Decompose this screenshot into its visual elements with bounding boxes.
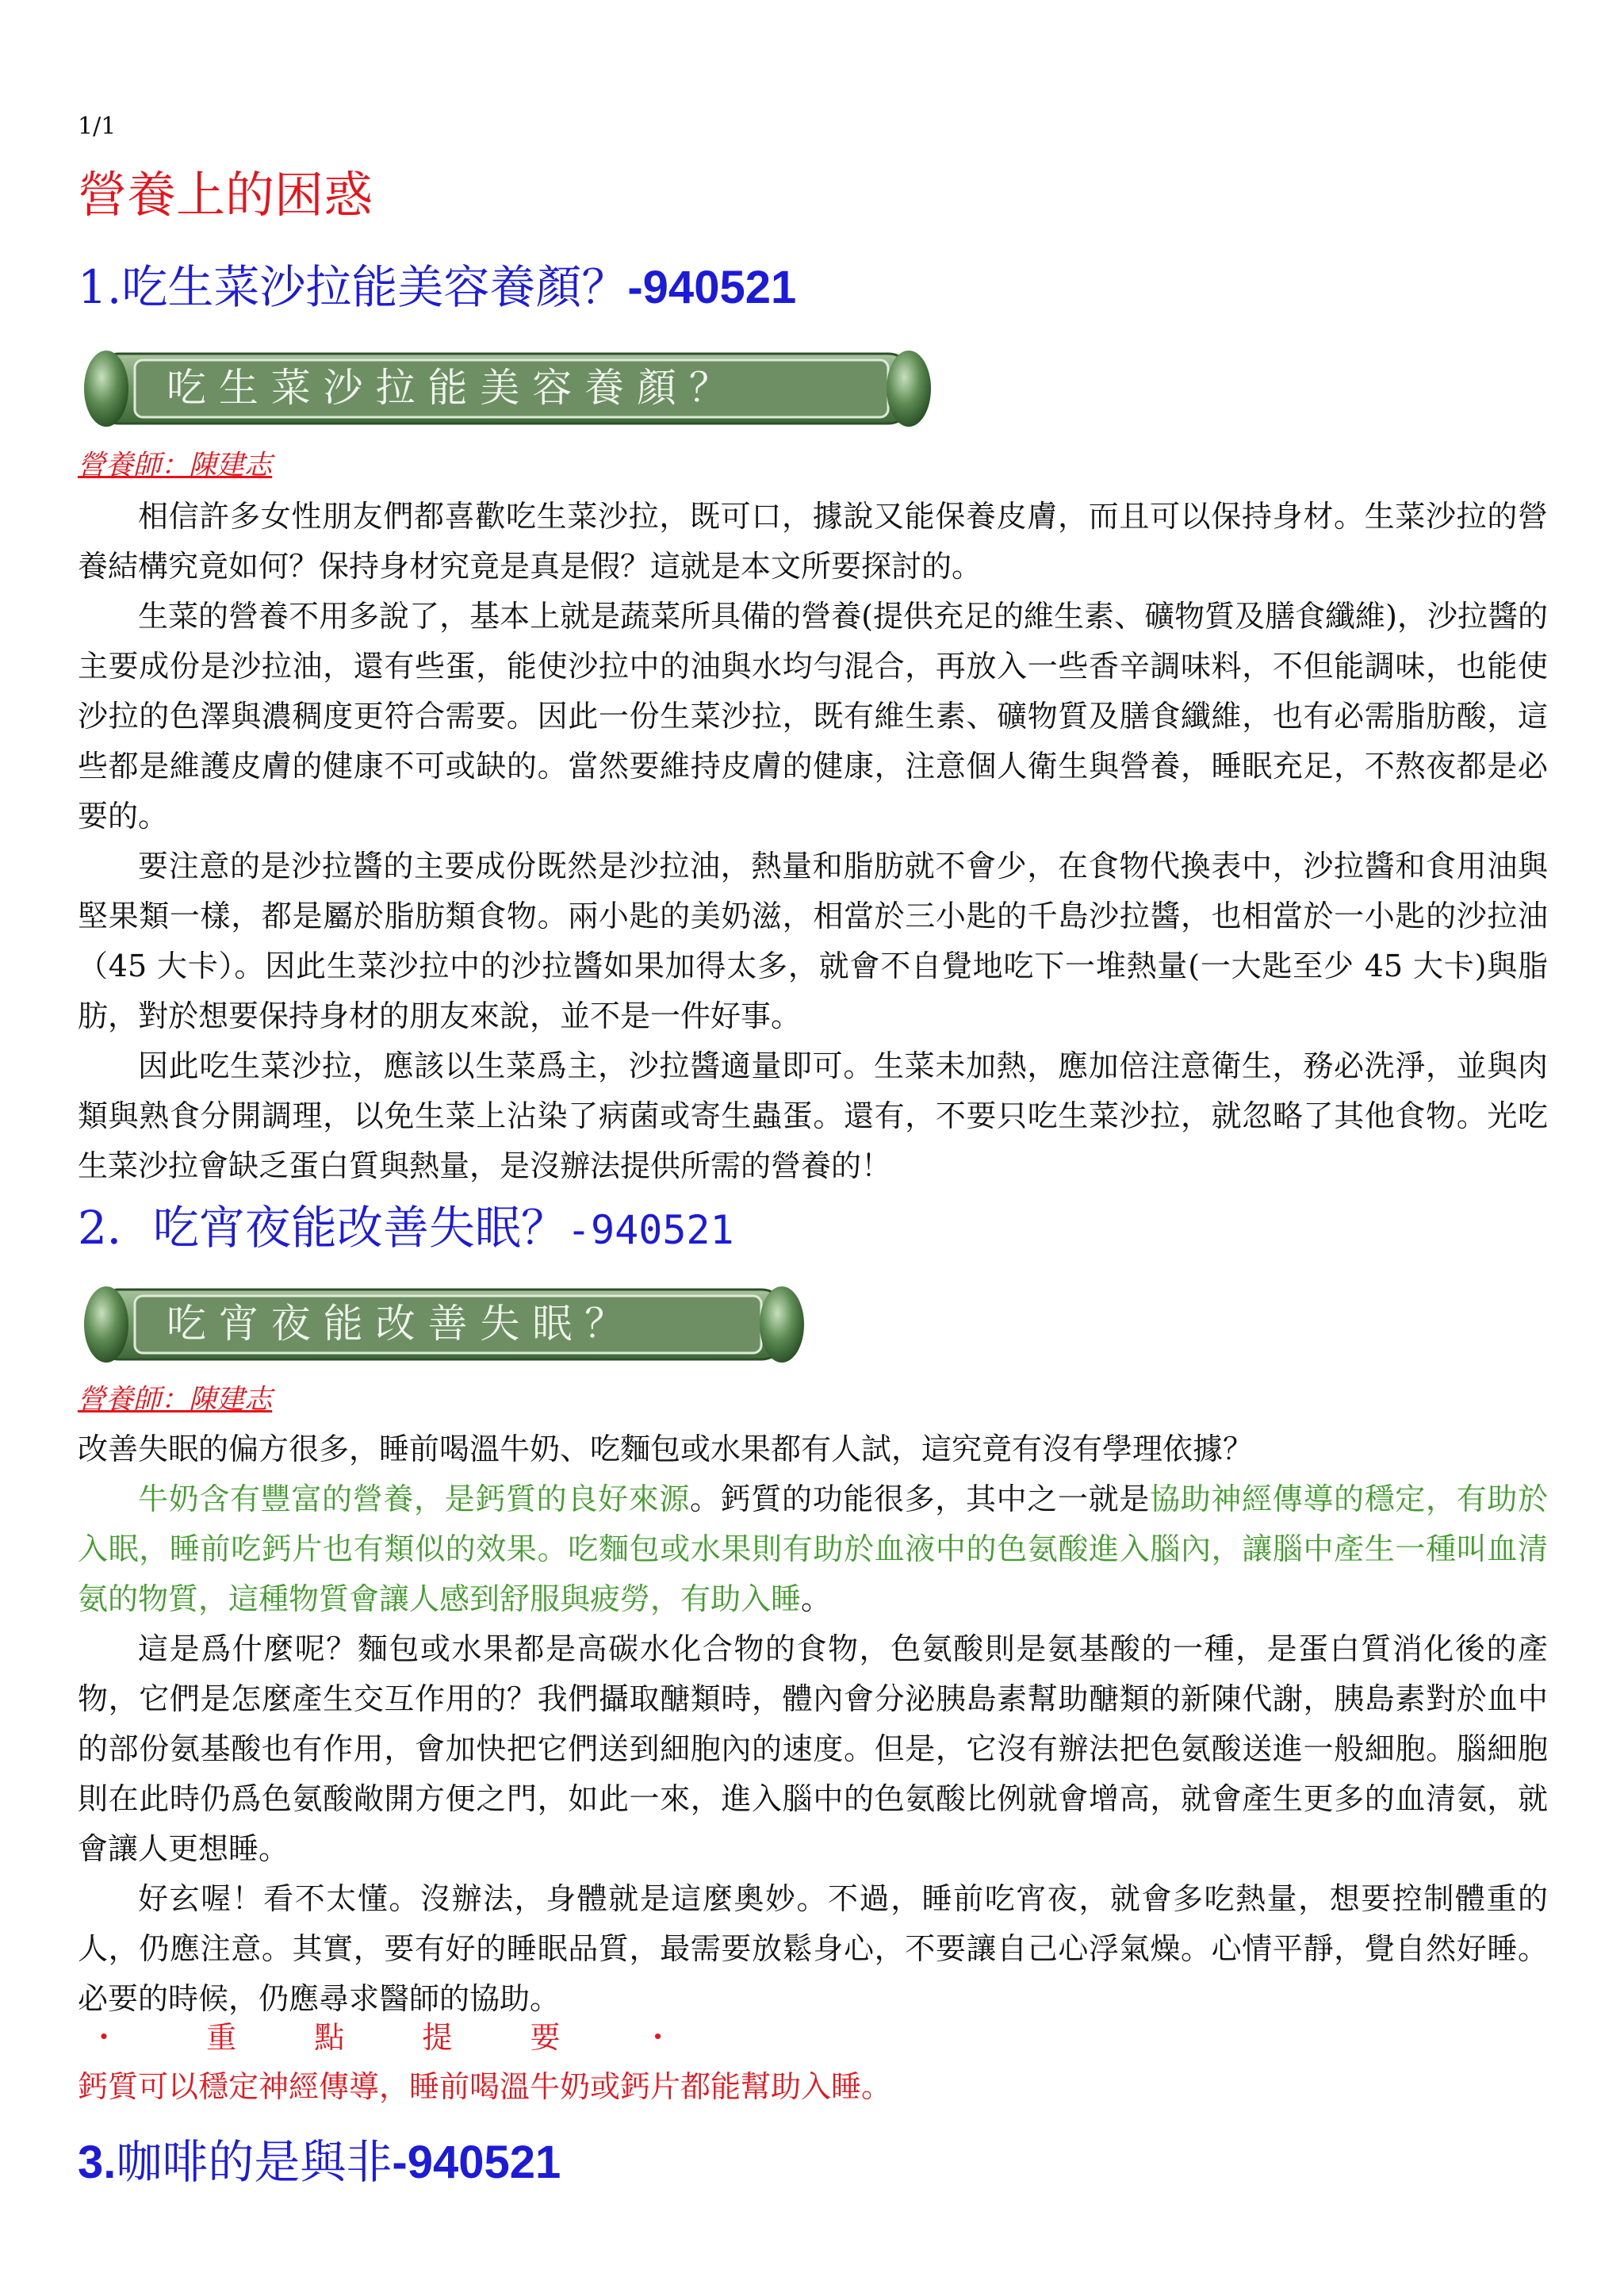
section2-paragraph-1 (78, 1474, 1548, 1624)
section2-code: -940521 (566, 1207, 734, 1253)
section2-p1-green-b: 協助神經傳導的穩定，有助於入眠，睡前吃鈣片也有類似的效果。吃麵包或水果則有助於血液中的色氨酸進入腦內，讓腦中產生一種叫血清氨的物質，這種物質會讓人感到舒服與疲勞，有助入睡 (78, 1481, 1548, 1616)
key-points-char-4: 要 (530, 2020, 561, 2055)
section2-number: 2． (78, 1201, 153, 1255)
section2-p1-black-a: 。鈣質的功能很多，其中之一就是 (689, 1481, 1150, 1516)
section2-banner (79, 1285, 809, 1366)
section1-paragraph-4: 因此吃生菜沙拉，應該以生菜爲主，沙拉醬適量即可。生菜未加熱，應加倍注意衛生，務必洗淨，並與肉類與熟食分開調理，以免生菜上沾染了病菌或寄生蟲蛋。還有，不要只吃生菜沙拉，就忽略了其他食物。光吃生菜沙拉會缺乏蛋白質與熱量，是沒辦法提供所需的營養的！ (78, 1048, 1548, 1183)
key-points-char-2: 點 (314, 2020, 345, 2055)
section1-number: 1. (78, 260, 122, 314)
section2-banner-text: 吃 宵 夜 能 改 善 失 眠 ？ (167, 1301, 625, 1347)
section2-author: 營養師：陳建志 (78, 1384, 273, 1416)
key-points-summary: 鈣質可以穩定神經傳導，睡前喝溫牛奶或鈣片都能幫助入睡。 (78, 2069, 892, 2104)
section1-paragraph-2: 生菜的營養不用多說了，基本上就是蔬菜所具備的營養(提供充足的維生素、礦物質及膳食纖維)，沙拉醬的主要成份是沙拉油，還有些蛋，能使沙拉中的油與水均勻混合，再放入一些香辛調味料，不但能調味，也能使沙拉的色澤與濃稠度更符合需要。因此一份生菜沙拉，既有維生素、礦物質及膳食纖維，也有必需脂肪酸，這些都是維護皮膚的健康不可或缺的。當然要維持皮膚的健康，注意個人衛生與營養，睡眠充足，不熬夜都是必要的。 (78, 599, 1548, 834)
key-points-dot-right: ・ (642, 2020, 673, 2055)
page-title: 營養上的困惑 (78, 166, 373, 224)
section1-heading-text: 吃生菜沙拉能美容養顏？ (121, 260, 628, 314)
section3-number: 3. (78, 2137, 117, 2188)
section1-paragraph-1: 相信許多女性朋友們都喜歡吃生菜沙拉，既可口，據說又能保養皮膚，而且可以保持身材。生菜沙拉的營養結構究竟如何？保持身材究竟是真是假？這就是本文所要探討的。 (78, 499, 1548, 584)
section2-p1-black-b: 。 (801, 1581, 832, 1616)
key-points-heading (78, 2018, 673, 2057)
section2-heading-text: 吃宵夜能改善失眠？ (152, 1201, 567, 1255)
section2-intro: 改善失眠的偏方很多，睡前喝溫牛奶、吃麵包或水果都有人試，這究竟有沒有學理依據？ (78, 1432, 1254, 1466)
section2-p1-green-a: 牛奶含有豐富的營養，是鈣質的良好來源 (138, 1481, 690, 1516)
section3-code: -940521 (392, 2137, 561, 2188)
section2-paragraph-2: 這是爲什麼呢？麵包或水果都是高碳水化合物的食物，色氨酸則是氨基酸的一種，是蛋白質消化後的產物，它們是怎麼產生交互作用的？我們攝取醣類時，體內會分泌胰島素幫助醣類的新陳代謝，胰島素對於血中的部份氨基酸也有作用，會加快把它們送到細胞內的速度。但是，它沒有辦法把色氨酸送進一般細胞。腦細胞則在此時仍爲色氨酸敞開方便之門，如此一來，進入腦中的色氨酸比例就會增高，就會產生更多的血清氨，就會讓人更想睡。 (78, 1631, 1548, 1866)
key-points-char-3: 提 (422, 2020, 453, 2055)
section2-heading (78, 1199, 734, 1259)
section1-author: 營養師：陳建志 (78, 450, 273, 481)
key-points-dot-left: ・ (89, 2020, 120, 2055)
section1-code: -940521 (627, 262, 797, 313)
section2-paragraph-3: 好玄喔！看不太懂。沒辦法，身體就是這麼奧妙。不過，睡前吃宵夜，就會多吃熱量，想要控制體重的人，仍應注意。其實，要有好的睡眠品質，最需要放鬆身心，不要讓自己心浮氣燥。心情平靜，覺自然好睡。必要的時候，仍應尋求醫師的協助。 (78, 1881, 1548, 2016)
page-number: 1/1 (78, 113, 117, 140)
section3-heading (78, 2133, 561, 2191)
key-points-char-1: 重 (206, 2020, 237, 2055)
section1-banner (79, 349, 936, 430)
section1-heading (78, 259, 796, 316)
section1-banner-text: 吃 生 菜 沙 拉 能 美 容 養 顏 ？ (167, 365, 729, 411)
section3-heading-text: 咖啡的是與非 (116, 2135, 393, 2189)
section1-paragraph-3: 要注意的是沙拉醬的主要成份既然是沙拉油，熱量和脂肪就不會少，在食物代換表中，沙拉醬和食用油與堅果類一樣，都是屬於脂肪類食物。兩小匙的美奶滋，相當於三小匙的千島沙拉醬，也相當於一小匙的沙拉油（45 大卡）。因此生菜沙拉中的沙拉醬如果加得太多，就會不自覺地吃下一堆熱量(一大匙至少 45 大卡)與脂肪，對於想要保持身材的朋友來說，並不是一件好事。 (78, 849, 1548, 1033)
